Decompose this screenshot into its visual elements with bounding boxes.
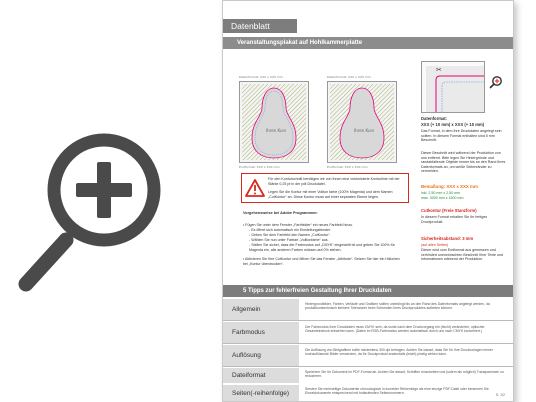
intro-text: Für den Konturschnitt benötigen wir von Ihnen eine vektorisierte Konturlinie mit der Stärke 0,25 pt in der pdf-Druckdatei. (268, 177, 400, 186)
safe-text: Dieser wird vom Endformat aus gemessen und verhindert unerwünschten Beschnitt Ihrer Texte und Informationen während der Produktion. (421, 248, 504, 262)
cut-title: Cutkontur (Freie Stanzform) (421, 208, 477, 213)
artwork-preview-1 (239, 81, 309, 163)
page-number: S. 1/2 (495, 393, 505, 397)
shape-preview-2 (328, 82, 396, 162)
tip-text: Hintergrundbilder, Farben, Verläufe und Grafiken sollten unbedingt bis an den Rand des Datenformats angelegt werden, da produktionstechnisch kleinere Toleranzen beim Schneiden Ihres Druckproduktes auftreten können. (305, 302, 490, 311)
art-label-1: Ihren Kurs (266, 128, 287, 133)
safe-title: Sicherheitsabstand: 3 mm (421, 236, 474, 241)
warning-box (241, 173, 409, 203)
tip-label: Seiten(-reihenfolge) (223, 385, 299, 402)
sheet-subheader: Veranstaltungsplakat auf Hohlkammerplatte (223, 37, 514, 49)
step-3: - Geben Sie dem Farbfeld den Namen „CutKontur“. (249, 233, 331, 237)
tip-label: Dateiformat (223, 368, 299, 383)
tip-row-dateiformat (223, 368, 514, 384)
endformat-sub2: max. 3000 mm x 1500 mm (421, 196, 464, 200)
format-text: Das Format, in dem Ihre Druckdaten angelegt sein sollten. In diesem Format enthalten sind 5 mm Beschnitt. (421, 129, 502, 143)
zoom-in-icon[interactable] (18, 128, 168, 292)
endformat-title: Bemaßung: XXX x XXX mm (421, 184, 478, 189)
step-4: - Wählen Sie nun unter Farbart „Volltonfarbe“ aus. (249, 238, 329, 242)
dim-label-4: Endformat: XXX x XXX mm (327, 165, 368, 169)
endformat-sub: inkl. 2,50 mm x 2,50 mm (421, 191, 461, 195)
tip-row-farbmodus (223, 322, 514, 344)
tip-row-seiten (223, 385, 514, 402)
tip-label: Farbmodus (223, 322, 299, 343)
shape-preview-1 (240, 82, 308, 162)
format-title: Datenformat: (421, 116, 448, 121)
tip-row-aufloesung (223, 345, 514, 367)
sheet-header: Datenblatt (223, 19, 297, 33)
corner-detail (421, 61, 485, 113)
beschnitt-text: Dieser Beschnitt wird während der Produktion von uns entfernt. Bitte legen Sie Hintergründe und randabfallende Objekte immer bis an den Rand Ihres Datenformats an, um weiße Seitenränder zu vermeiden. (421, 151, 506, 174)
tip-text: Der Farbmodus Ihrer Druckdaten muss CMYK sein, da sonst nach dem Druckvorgang ein (leicht) veränderter, optischer Gesamteindruck entstehen kann. (Daten im RGB-Farbmodus werden automatisch durch uns nach CMYK konvertiert.) (305, 325, 485, 334)
tip-label: Allgemein (223, 299, 299, 320)
dim-label-3: Datenformat: XXX x XXX mm (327, 75, 371, 79)
step-2: - Es öffnet sich automatisch ein Einstellungsfenster. (249, 228, 332, 232)
zoom-small-icon[interactable] (489, 75, 503, 89)
tips-title: 5 Tipps zur fehlerfreien Gestaltung Ihrer Druckdaten (223, 285, 514, 297)
safe-sub: (auf allen Seiten) (421, 243, 449, 247)
tip-row-allgemein (223, 299, 514, 321)
tip-text: Speichern Sie Ihr Dokument im PDF-Format ab. Achten Sie darauf, Schriften einzubetten und (sofern als möglich) Transparenzen zu reduzieren. (305, 370, 504, 379)
artwork-preview-2 (327, 81, 397, 163)
svg-text:✂: ✂ (436, 66, 442, 74)
art-label-2: Ihren Kurs (354, 128, 375, 133)
step-1: • Fügen Sie unter dem Fenster „Farbfelder“ ein neues Farbfeld hinzu. (243, 223, 354, 227)
illustrator-title: Vorgehensweise bei Adobe Programmen: (243, 211, 318, 215)
datasheet-page (222, 0, 514, 402)
dim-label-1: Datenformat: XXX x XXX mm (239, 75, 283, 79)
warn-text: Legen Sie die Kontur mit einer Vollton farbe (100% Magenta) und dem Namen „CutKontur“ an. Diese Kontur muss auf einer separaten Ebene liegen. (268, 190, 393, 199)
tip-text: Senden Sie mehrseitige Dokumente chronologisch in korrekter Reihenfolge als eine einzige PDF-Datei oder benennen Sie Einzeldokumente entsprechend mit fortlaufenden Seitennummern. (305, 387, 489, 396)
warning-icon (245, 179, 265, 197)
format-value: XXX (+ 10 mm) x XXX (+ 10 mm) (421, 122, 485, 127)
cut-text: In diesem Format erhalten Sie Ihr fertiges Druckprodukt. (421, 215, 488, 224)
dim-label-2: Endformat: XXX x XXX mm (239, 165, 280, 169)
tip-label: Auflösung (223, 345, 299, 366)
step-6: • Aktivieren Sie Ihre CutKontur und öffnen Sie das Fenster „Attribute“. Setzen Sie hier ein Häkchen bei „Kontur überdrucken“. (243, 257, 400, 266)
step-5: - Stellen Sie sicher, dass der Farbmodus auf „CMYK“ eingestellt ist und geben Sie 100% für Magenta ein, alle anderen Farben müssen auf 0% stehen. (249, 243, 395, 252)
tip-text: Die Auflösung von Bildgrafiken sollte mindestens 300 dpi betragen. Achten Sie darauf, dass Sie für Ihre Druckvorlagen immer hochauflösende Bilder verwenden, da Ihr Druckprodukt andernfalls (leicht) pixelig wirken kann. (305, 348, 493, 357)
